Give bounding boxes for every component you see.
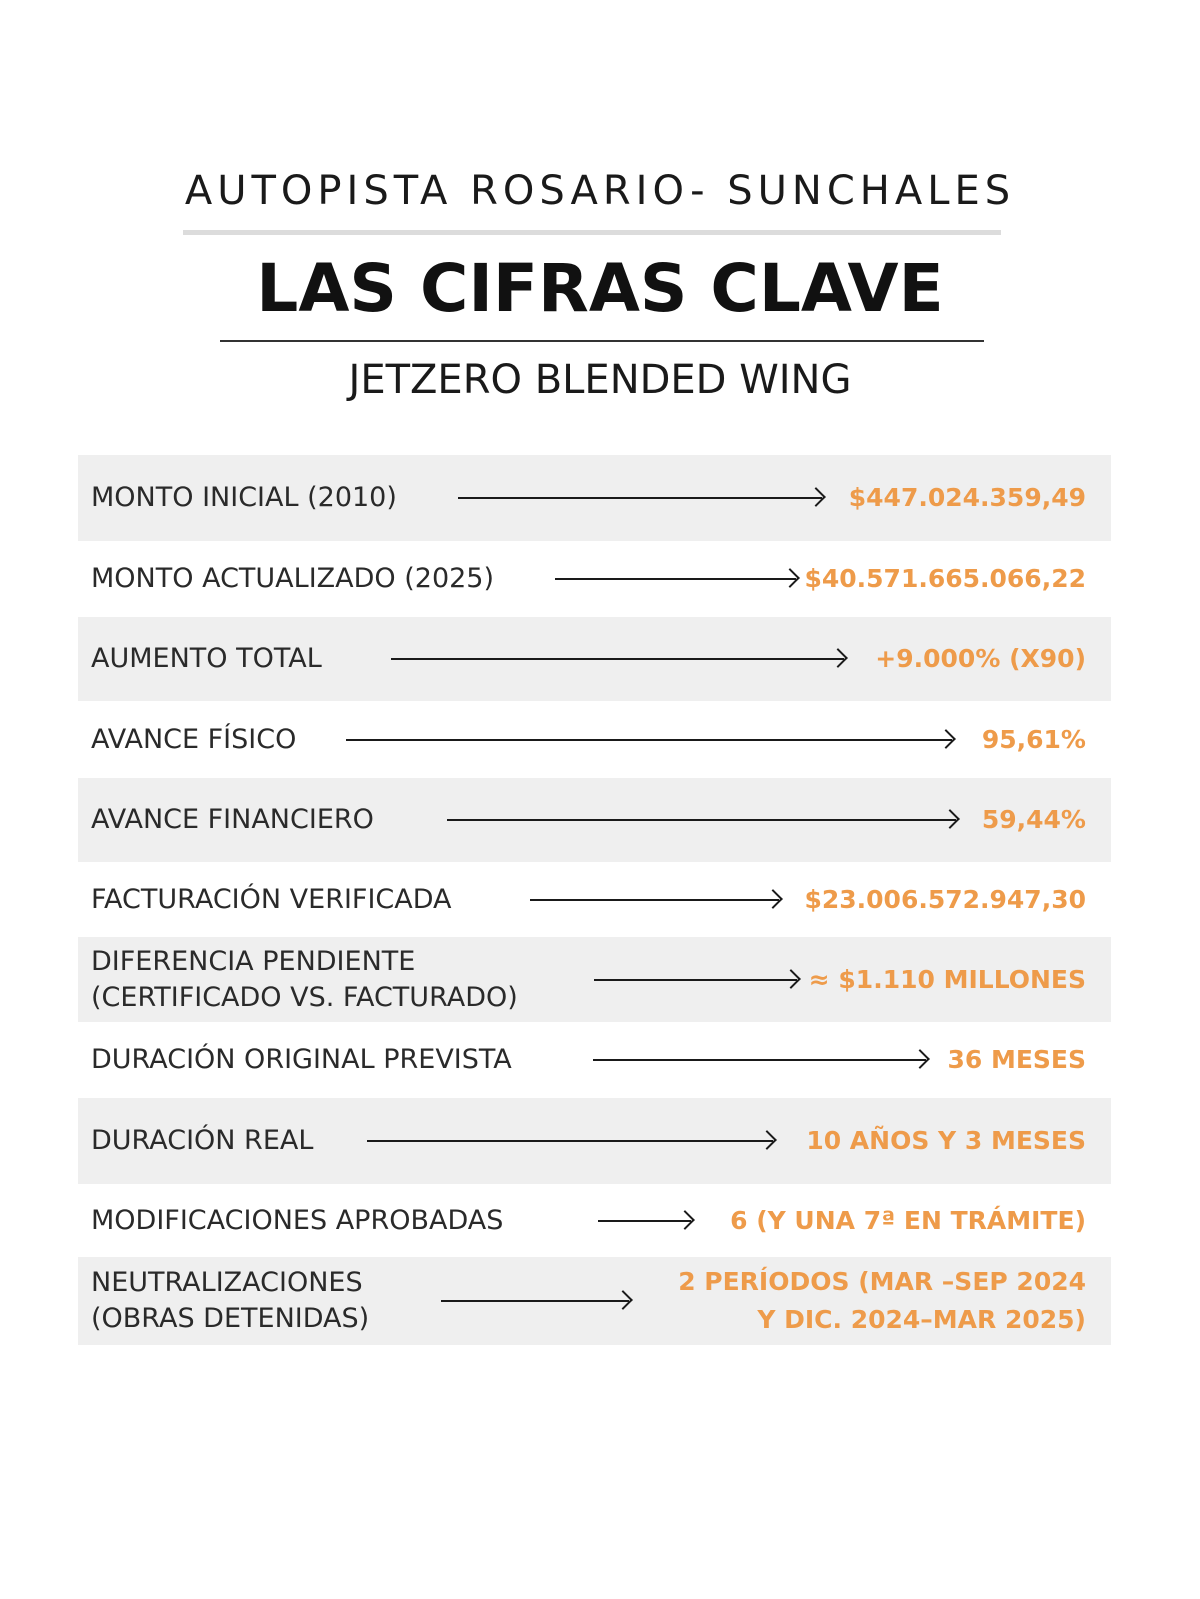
header-subtitle: JETZERO BLENDED WING — [348, 357, 852, 403]
figure-label: MODIFICACIONES APROBADAS — [91, 1204, 504, 1236]
figure-label: DURACIÓN REAL — [91, 1125, 314, 1156]
figure-row-monto-inicial — [78, 455, 1111, 541]
figure-label: DURACIÓN ORIGINAL PREVISTA — [91, 1044, 512, 1075]
header-supertitle: AUTOPISTA ROSARIO- SUNCHALES — [184, 168, 1016, 214]
arrow-icon — [346, 739, 952, 741]
figure-value: 2 PERÍODOS (MAR –SEP 2024 Y DIC. 2024–MAR 2025) — [678, 1267, 1086, 1334]
figure-value: $447.024.359,49 — [848, 483, 1086, 512]
figure-row-monto-actualizado — [78, 541, 1111, 617]
figure-value: +9.000% (X90) — [875, 644, 1086, 673]
arrow-icon — [391, 658, 844, 660]
figure-value: 95,61% — [981, 724, 1086, 754]
figure-value: $23.006.572.947,30 — [804, 884, 1086, 914]
figure-row-avance-financiero — [78, 778, 1111, 862]
figure-value: 6 (Y UNA 7ª EN TRÁMITE) — [730, 1205, 1086, 1235]
figure-label: AVANCE FÍSICO — [91, 723, 297, 755]
figure-label: AUMENTO TOTAL — [91, 643, 322, 674]
arrow-icon — [441, 1300, 629, 1302]
figure-label: MONTO INICIAL (2010) — [91, 482, 397, 513]
figure-row-aumento-total — [78, 617, 1111, 701]
figure-label: NEUTRALIZACIONES (OBRAS DETENIDAS) — [91, 1267, 370, 1334]
figure-value: ≈ $1.110 MILLONES — [808, 964, 1086, 994]
figure-row-facturacion-verificada — [78, 862, 1111, 937]
figure-label: FACTURACIÓN VERIFICADA — [91, 883, 452, 915]
arrow-icon — [594, 979, 797, 981]
figure-value: 36 MESES — [947, 1045, 1086, 1074]
figure-value: 59,44% — [981, 805, 1086, 834]
arrow-icon — [593, 1059, 926, 1061]
header-divider-grey — [183, 230, 1001, 235]
figure-row-modificaciones — [78, 1184, 1111, 1257]
figure-label: AVANCE FINANCIERO — [91, 804, 374, 835]
arrow-icon — [555, 578, 796, 580]
figure-row-diferencia-pendiente — [78, 937, 1111, 1022]
arrow-icon — [367, 1140, 773, 1142]
figure-row-duracion-real — [78, 1098, 1111, 1184]
page-title: LAS CIFRAS CLAVE — [256, 250, 944, 327]
figure-label: DIFERENCIA PENDIENTE (CERTIFICADO VS. FACTURADO) — [91, 945, 518, 1013]
figure-row-avance-fisico — [78, 701, 1111, 778]
arrow-icon — [447, 819, 956, 821]
figure-value: 10 AÑOS Y 3 MESES — [806, 1126, 1086, 1155]
arrow-icon — [598, 1220, 691, 1222]
figure-row-duracion-original — [78, 1022, 1111, 1098]
figure-row-neutralizaciones — [78, 1257, 1111, 1345]
header-divider-dark — [220, 340, 984, 342]
arrow-icon — [458, 497, 822, 499]
figure-value: $40.571.665.066,22 — [804, 564, 1086, 593]
arrow-icon — [530, 899, 779, 901]
figure-label: MONTO ACTUALIZADO (2025) — [91, 563, 495, 594]
